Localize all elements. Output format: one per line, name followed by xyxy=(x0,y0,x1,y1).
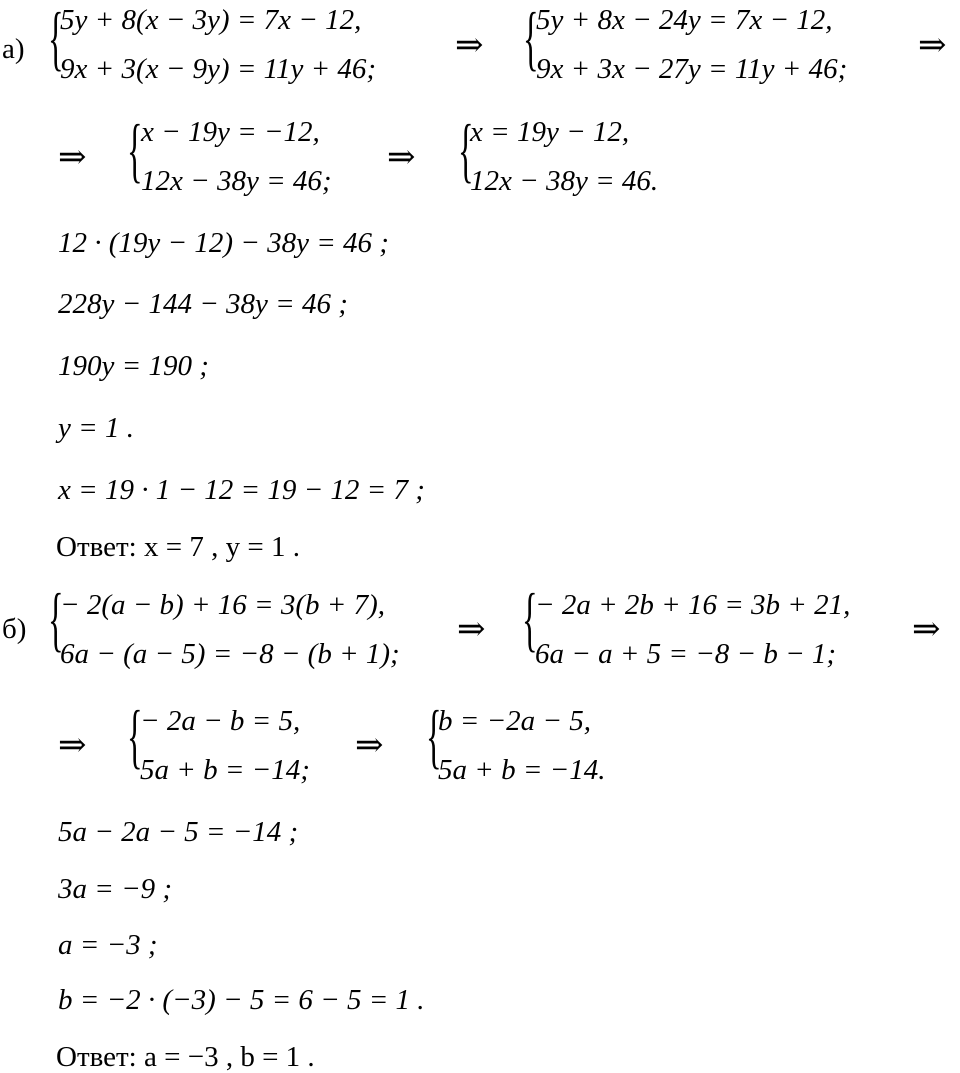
system-line: 6a − (a − 5) = −8 − (b + 1); xyxy=(60,638,400,670)
system-line: 5y + 8x − 24y = 7x − 12, xyxy=(536,4,833,36)
system-line: 5a + b = −14; xyxy=(140,754,310,786)
system-line: 5y + 8(x − 3y) = 7x − 12, xyxy=(60,4,362,36)
implies-arrow: ⇒ xyxy=(918,25,947,65)
step-line: 5a − 2a − 5 = −14 ; xyxy=(58,816,299,848)
brace: { xyxy=(127,696,143,776)
answer-line: Ответ: a = −3 , b = 1 . xyxy=(56,1041,315,1073)
system-line: 12x − 38y = 46. xyxy=(470,165,659,197)
implies-arrow: ⇒ xyxy=(58,137,87,177)
system-line: − 2(a − b) + 16 = 3(b + 7), xyxy=(60,589,385,621)
system-line: x − 19y = −12, xyxy=(141,116,320,148)
step-line: a = −3 ; xyxy=(58,929,158,961)
implies-arrow: ⇒ xyxy=(912,609,941,649)
system-line: b = −2a − 5, xyxy=(438,705,591,737)
step-line: 12 · (19y − 12) − 38y = 46 ; xyxy=(58,227,389,259)
brace: { xyxy=(458,110,474,190)
part-b-label: б) xyxy=(2,613,27,645)
step-line: 3a = −9 ; xyxy=(58,873,173,905)
system-line: 9x + 3x − 27y = 11y + 46; xyxy=(536,53,848,85)
brace: { xyxy=(426,696,442,776)
step-line: y = 1 . xyxy=(58,412,134,444)
brace: { xyxy=(127,110,143,190)
system-line: 5a + b = −14. xyxy=(438,754,606,786)
brace: { xyxy=(522,579,538,659)
implies-arrow: ⇒ xyxy=(455,25,484,65)
step-line: 228y − 144 − 38y = 46 ; xyxy=(58,288,348,320)
part-a-label: а) xyxy=(2,33,25,65)
implies-arrow: ⇒ xyxy=(58,725,87,765)
system-line: x = 19y − 12, xyxy=(470,116,630,148)
system-line: 6a − a + 5 = −8 − b − 1; xyxy=(535,638,837,670)
implies-arrow: ⇒ xyxy=(457,609,486,649)
step-line: b = −2 · (−3) − 5 = 6 − 5 = 1 . xyxy=(58,984,425,1016)
system-line: − 2a − b = 5, xyxy=(140,705,301,737)
answer-line: Ответ: x = 7 , y = 1 . xyxy=(56,531,300,563)
system-line: − 2a + 2b + 16 = 3b + 21, xyxy=(535,589,851,621)
system-line: 9x + 3(x − 9y) = 11y + 46; xyxy=(60,53,377,85)
step-line: x = 19 · 1 − 12 = 19 − 12 = 7 ; xyxy=(58,474,425,506)
step-line: 190y = 190 ; xyxy=(58,350,209,382)
brace: { xyxy=(48,0,64,78)
brace: { xyxy=(48,579,64,659)
brace: { xyxy=(523,0,539,78)
implies-arrow: ⇒ xyxy=(355,725,384,765)
system-line: 12x − 38y = 46; xyxy=(141,165,332,197)
implies-arrow: ⇒ xyxy=(387,137,416,177)
